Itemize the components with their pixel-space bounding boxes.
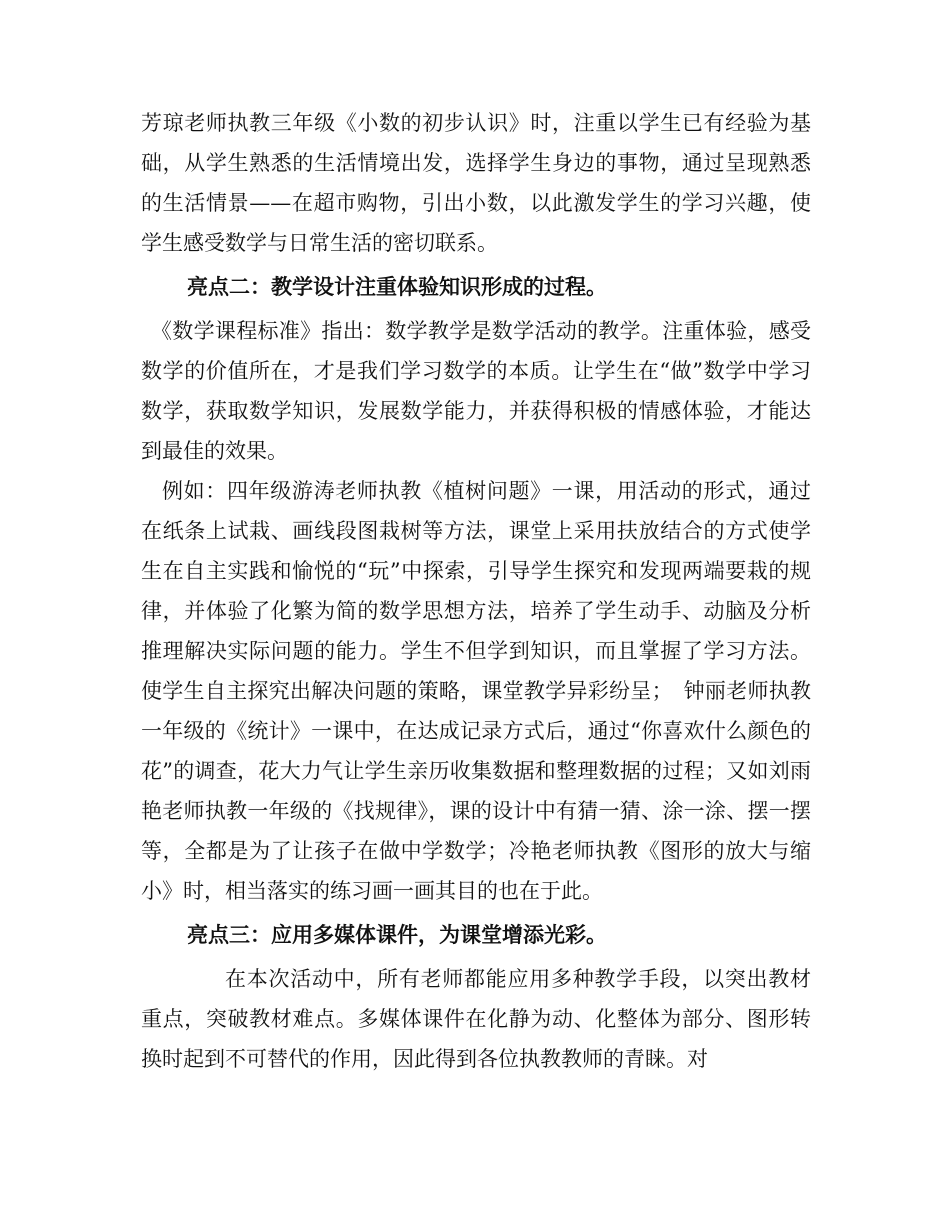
paragraph-multimedia: 在本次活动中，所有老师都能应用多种教学手段，以突出教材重点，突破教材难点。多媒体课件在化静为动、化整体为部分、图形转换时起到不可替代的作用，因此得到各位执教教师的青睐。对 [141, 967, 811, 1071]
heading-highlight-three: 亮点三：应用多媒体课件，为课堂增添光彩。 [187, 923, 607, 947]
paragraph-curriculum-standard: 《数学课程标准》指出：数学教学是数学活动的教学。注重体验，感受数学的价值所在，才是我们学习数学的本质。让学生在“做”数学中学习数学，获取数学知识，发展数学能力，并获得积极的情感体验，才能达到最佳的效果。 [141, 319, 811, 463]
paragraph-intro: 芳琼老师执教三年级《小数的初步认识》时，注重以学生已有经验为基础，从学生熟悉的生活情境出发，选择学生身边的事物，通过呈现熟悉的生活情景——在超市购物，引出小数，以此激发学生的学习兴趣，使学生感受数学与日常生活的密切联系。 [141, 111, 811, 255]
document-page [141, 103, 811, 1079]
heading-highlight-two: 亮点二：教学设计注重体验知识形成的过程。 [187, 275, 607, 299]
paragraph-examples: 例如：四年级游涛老师执教《植树问题》一课，用活动的形式，通过在纸条上试栽、画线段图栽树等方法，课堂上采用扶放结合的方式使学生在自主实践和愉悦的“玩”中探索，引导学生探究和发现两端要栽的规律，并体验了化繁为简的数学思想方法，培养了学生动手、动脑及分析推理解决实际问题的能力。学生不但学到知识，而且掌握了学习方法。使学生自主探究出解决问题的策略，课堂教学异彩纷呈； 钟丽老师执教一年级的《统计》一课中，在达成记录方式后，通过“你喜欢什么颜色的花”的调查，花大力气让学生亲历收集数据和整理数据的过程；又如刘雨艳老师执教一年级的《找规律》，课的设计中有猜一猜、涂一涂、摆一摆等，全都是为了让孩子在做中学数学；冷艳老师执教《图形的放大与缩小》时，相当落实的练习画一画其目的也在于此。 [141, 479, 811, 903]
